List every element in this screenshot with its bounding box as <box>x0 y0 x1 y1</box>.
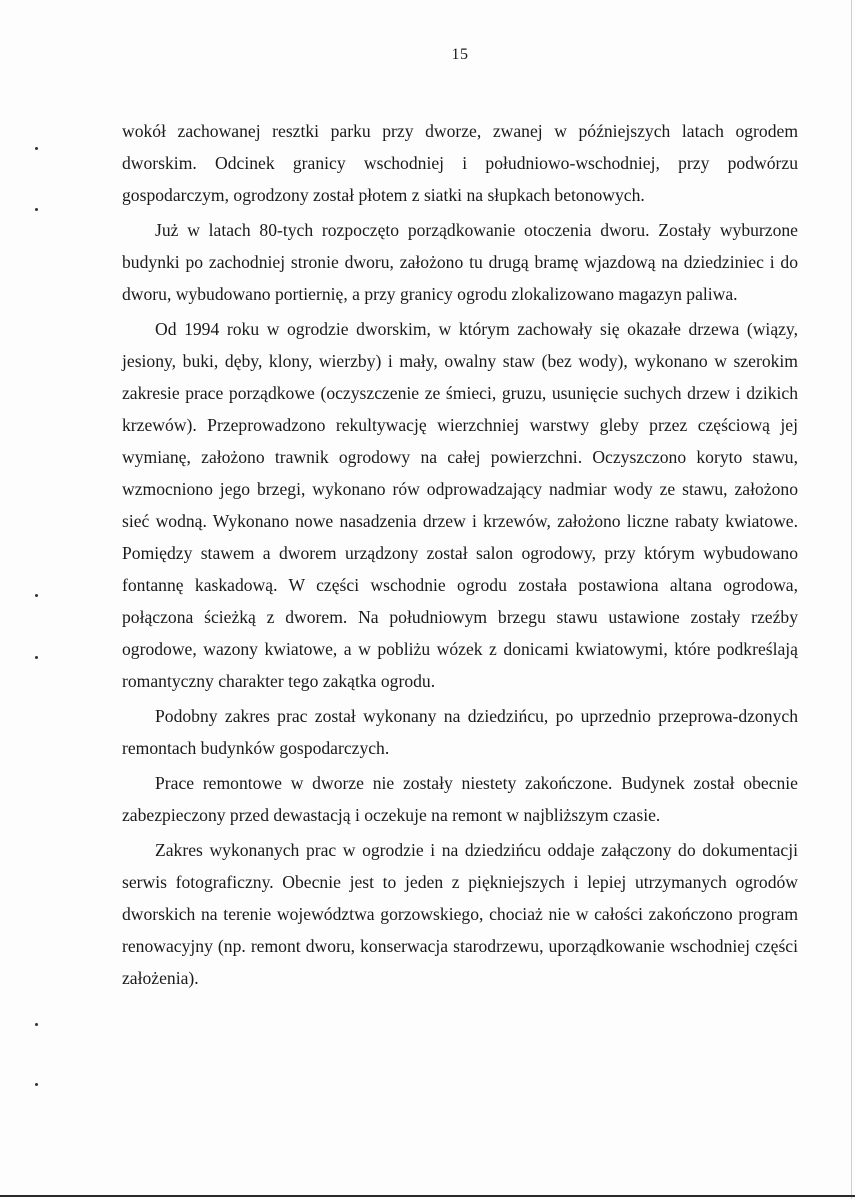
scan-speck <box>35 208 38 211</box>
scan-bottom-edge <box>0 1195 855 1197</box>
paragraph-6: Zakres wykonanych prac w ogrodzie i na dziedzińcu oddaje załączony do dokumentacji serwis fotograficzny. Obecnie jest to jeden z piękniejszych i lepiej utrzymanych ogrodów dworskich na terenie województwa gorzowskiego, chociaż nie w całości zakończono program renowacyjny (np. remont dworu, konserwacja starodrzewu, uporządkowanie wschodniej części założenia). <box>122 840 798 988</box>
scan-speck <box>35 147 38 150</box>
scan-speck <box>35 656 38 659</box>
paragraph-3: Od 1994 roku w ogrodzie dworskim, w którym zachowały się okazałe drzewa (wiązy, jesiony, buki, dęby, klony, wierzby) i mały, owalny staw (bez wody), wykonano w szerokim zakresie prace porządkowe (oczyszczenie ze śmieci, gruzu, usunięcie suchych drzew i dzikich krzewów). Przeprowadzono rekultywację wierzchniej warstwy gleby przez częściową jej wymianę, założono trawnik ogrodowy na całej powierzchni. Oczyszczono koryto stawu, wzmocniono jego brzegi, wykonano rów odprowadzający nadmiar wody ze stawu, założono sieć wodną. Wykonano nowe nasadzenia drzew i krzewów, założono liczne rabaty kwiatowe. Pomiędzy stawem a dworem urządzony został salon ogrodowy, przy którym wybudowano fontannę kaskadową. W części wschodnie ogrodu została postawiona altana ogrodowa, połączona ścieżką z dworem. Na południowym brzegu stawu ustawione zostały rzeźby ogrodowe, wazony kwiatowe, a w pobliżu wózek z donicami kwiatowymi, które podkreślają romantyczny charakter tego zakątka ogrodu. <box>122 319 798 691</box>
paragraph-4: Podobny zakres prac został wykonany na dziedzińcu, po uprzednio przeprowa-dzonych remontach budynków gospodarczych. <box>122 706 798 758</box>
page-number: 15 <box>451 46 469 63</box>
scan-speck <box>35 594 38 597</box>
paragraph-1: wokół zachowanej resztki parku przy dworze, zwanej w późniejszych latach ogrodem dworskim. Odcinek granicy wschodniej i południowo-wschodniej, przy podwórzu gospodarczym, ogrodzony został płotem z siatki na słupkach betonowych. <box>122 121 798 205</box>
paragraph-2: Już w latach 80-tych rozpoczęto porządkowanie otoczenia dworu. Zostały wyburzone budynki po zachodniej stronie dworu, założono tu drugą bramę wjazdową na dziedziniec i do dworu, wybudowano portiernię, a przy granicy ogrodu zlokalizowano magazyn paliwa. <box>122 220 798 304</box>
body-text <box>122 115 798 997</box>
scan-right-edge <box>851 0 852 1199</box>
scan-speck <box>35 1023 38 1026</box>
scan-speck <box>35 1083 38 1086</box>
paragraph-5: Prace remontowe w dworze nie zostały niestety zakończone. Budynek został obecnie zabezpieczony przed dewastacją i oczekuje na remont w najbliższym czasie. <box>122 773 798 825</box>
